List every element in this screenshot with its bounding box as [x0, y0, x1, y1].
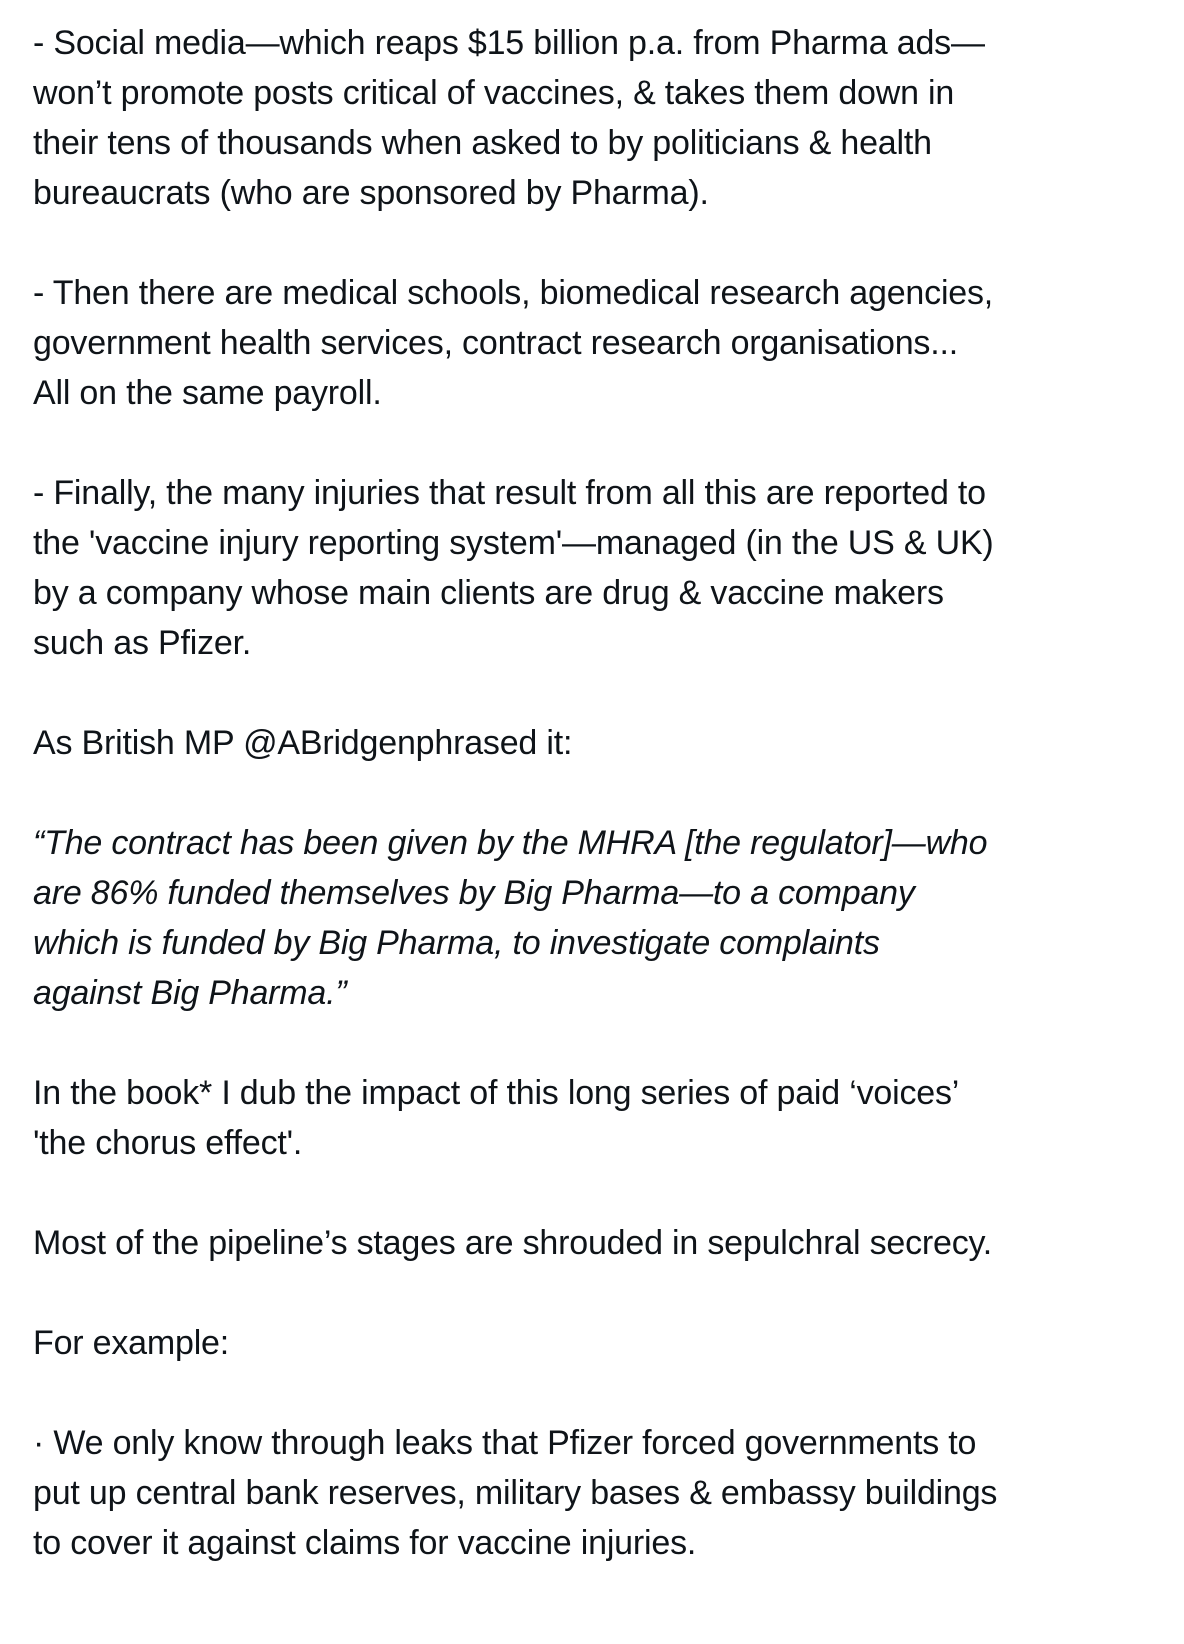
paragraph-secrecy: Most of the pipeline’s stages are shrouded in sepulchral secrecy.: [33, 1224, 993, 1262]
paragraph-leaks: · We only know through leaks that Pfizer forced governments to put up central bank reserves, military bases & embassy buildings to cover it against claims for vaccine injuries.: [33, 1424, 998, 1562]
paragraph-social-media: - Social media—which reaps $15 billion p.a. from Pharma ads— won’t promote posts critical of vaccines, & takes them down in their tens of thousands when asked to by politicians & health bureaucrats (who are sponsored by Pharma).: [33, 24, 985, 212]
paragraph-medical-schools: - Then there are medical schools, biomedical research agencies, government health services, contract research organisations... All on the same payroll.: [33, 274, 994, 412]
paragraph-quote: “The contract has been given by the MHRA [the regulator]—who are 86% funded themselves by Big Pharma—to a company which is funded by Big Pharma, to investigate complaints against Big Pharma.”: [33, 824, 988, 1012]
paragraph-mp-intro: As British MP @ABridgenphrased it:: [33, 724, 573, 762]
paragraph-chorus-effect: In the book* I dub the impact of this long series of paid ‘voices’ 'the chorus effect'.: [33, 1074, 960, 1162]
paragraph-for-example: For example:: [33, 1324, 230, 1362]
paragraph-injury-reporting: - Finally, the many injuries that result from all this are reported to the 'vaccine injury reporting system'—managed (in the US & UK) by a company whose main clients are drug & vaccine makers such as Pfizer.: [33, 474, 994, 662]
post-body: [33, 18, 1163, 1568]
